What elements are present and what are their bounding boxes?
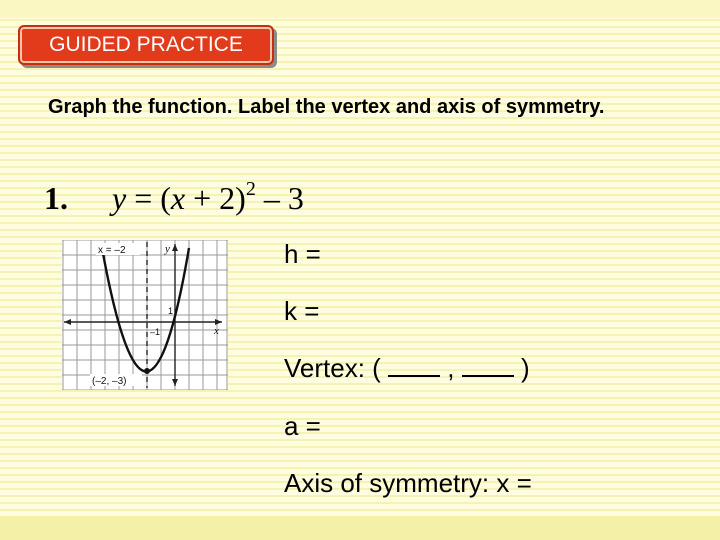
parabola-curve: [102, 248, 189, 372]
y-axis-label: y: [165, 243, 170, 255]
vertex-suffix: ): [521, 353, 530, 383]
eq-y: y: [112, 180, 127, 216]
eq-plus: + 2): [185, 180, 246, 216]
vertex-answer: [284, 353, 530, 384]
vertex-x-blank[interactable]: [388, 353, 440, 377]
bottom-stripe-bar: [0, 516, 720, 540]
x-axis-label: x: [214, 325, 219, 337]
axis-of-symmetry-answer: Axis of symmetry: x =: [284, 468, 532, 498]
eq-equals: = (: [126, 180, 171, 216]
guided-practice-banner: [18, 25, 274, 65]
top-stripe-bar: [0, 0, 720, 18]
vertex-comma: ,: [447, 353, 455, 383]
graph-grid: [62, 240, 228, 390]
y-axis-arrow-up: [172, 244, 178, 251]
vertex-label: (–2, –3): [92, 376, 127, 387]
y-axis-arrow-down: [172, 379, 178, 386]
eq-tail: – 3: [255, 180, 304, 216]
tick-label-neg-one: –1: [150, 327, 161, 337]
eq-exponent: 2: [245, 178, 256, 200]
tick-label-one: 1: [168, 306, 174, 316]
axis-of-symmetry-label: x = –2: [98, 245, 126, 256]
problem-number: 1.: [44, 180, 68, 216]
banner-title: GUIDED PRACTICE: [49, 33, 243, 56]
problem-equation: [112, 180, 304, 217]
x-axis-arrow-left: [64, 319, 71, 325]
parabola-graph: [62, 240, 228, 390]
a-answer: a =: [284, 411, 321, 441]
eq-x: x: [170, 180, 186, 216]
instructions-text: Graph the function. Label the vertex and axis of symmetry.: [48, 96, 605, 118]
vertex-point: [144, 368, 150, 374]
k-answer: k =: [284, 296, 320, 326]
vertex-prefix: Vertex: (: [284, 353, 381, 383]
vertex-y-blank[interactable]: [462, 353, 514, 377]
h-answer: h =: [284, 239, 321, 269]
